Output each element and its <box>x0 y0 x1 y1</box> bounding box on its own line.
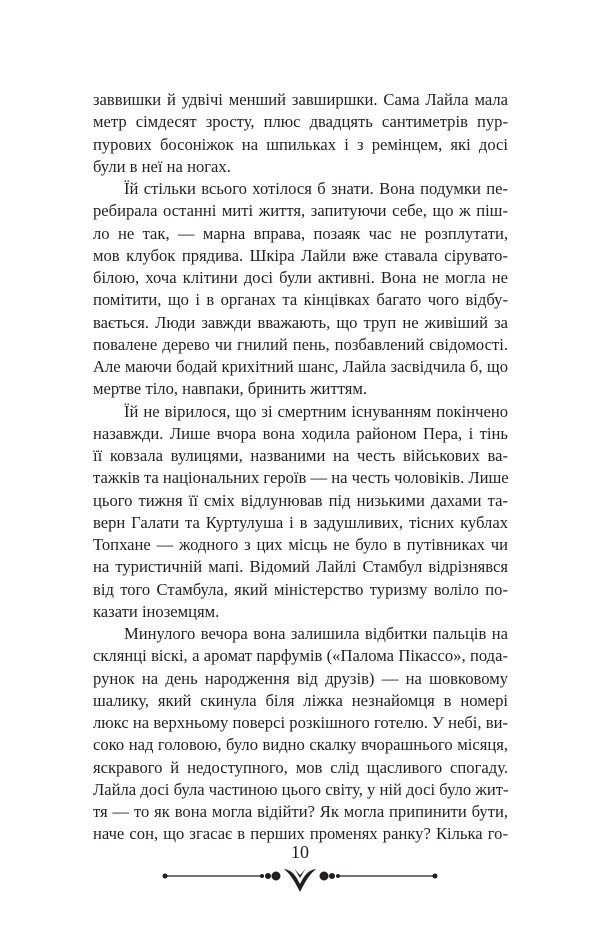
body-text <box>93 89 508 846</box>
text-line: тя — то як вона могла відійти? Як могла припинити бути, <box>93 802 508 821</box>
text-line: повалене дерево чи гнилий пень, позбавлений свідомості. <box>93 334 508 354</box>
text-line: рунок на день народження від друзів) — на шовковому <box>93 668 508 688</box>
text-line: білою, хоча клітини досі були активні. Вона не могла не <box>93 268 508 287</box>
text-line: вається. Люди завжди вважають, що труп не живіший за <box>93 312 508 332</box>
text-line: цього тижня її сміх відлунював під низькими дахами та- <box>93 490 508 510</box>
text-line: казати іноземцям. <box>93 601 220 621</box>
decorative-flourish-divider-icon <box>162 866 438 894</box>
text-line: назавжди. Лише вчора вона ходила районом Пера, і тінь <box>93 423 508 443</box>
text-line: Їй стільки всього хотілося б знати. Вона подумки пе- <box>124 179 508 198</box>
text-line: яскравого й недоступного, мов слід щасливого спогаду. <box>93 757 508 777</box>
text-line: від того Стамбула, який міністерство туризму воліло по- <box>93 579 508 599</box>
text-line: Лайла досі була частиною цього світу, у ній досі було жит- <box>93 779 509 799</box>
text-line: її ковзала вулицями, названими на честь військових ва- <box>93 446 508 465</box>
text-line: мов клубок прядива. Шкіра Лайли вже ставала сірувато- <box>93 245 508 265</box>
text-line: соко над головою, було видно скалку вчорашнього місяця, <box>93 735 508 755</box>
page-number: 10 <box>291 842 309 862</box>
text-line: були в неї на ногах. <box>93 156 231 176</box>
text-line: склянці віскі, а аромат парфумів («Палома Пікассо», пода- <box>93 646 508 666</box>
text-line: пурових босоніжок на шпильках і з ремінцем, які досі <box>93 134 508 154</box>
text-line: Їй не вірилося, що зі смертним існуванням покінчено <box>124 401 508 421</box>
text-line: тажків та національних героїв — на честь чоловіків. Лише <box>93 468 509 488</box>
text-line: метр сімдесят зросту, плюс двадцять сантиметрів пур- <box>93 112 508 132</box>
text-line: Топхане — жодного з цих місць не було в путівниках чи <box>93 535 508 554</box>
text-line: мертве тіло, навпаки, бринить життям. <box>93 379 368 399</box>
text-line: на туристичній мапі. Відомий Лайлі Стамбул відрізнявся <box>93 557 508 577</box>
text-line: Минулого вечора вона залишила відбитки пальців на <box>124 624 508 643</box>
text-line: Але маючи бодай крихітний шанс, Лайла засвідчила б, що <box>93 357 508 376</box>
text-line: верн Галати та Куртулуша і в задушливих, тісних кублах <box>93 512 508 532</box>
text-line: ребирала останні миті життя, запитуючи себе, що ж піш- <box>93 201 508 221</box>
text-line: люкс на верхньому поверсі розкішного готелю. У небі, ви- <box>93 713 508 732</box>
text-line: ло не так, — марна вправа, позаяк час не розплутати, <box>93 223 508 243</box>
text-line: помітити, що і в органах та кінцівках багато чого відбу- <box>93 290 508 310</box>
text-line: шалику, який скинула біля ліжка незнайомця в номері <box>93 690 508 710</box>
text-line: наче сон, що згасає в перших променях ранку? Кілька го- <box>93 824 508 844</box>
text-line: заввишки й удвічі менший завширшки. Сама Лайла мала <box>93 90 508 109</box>
